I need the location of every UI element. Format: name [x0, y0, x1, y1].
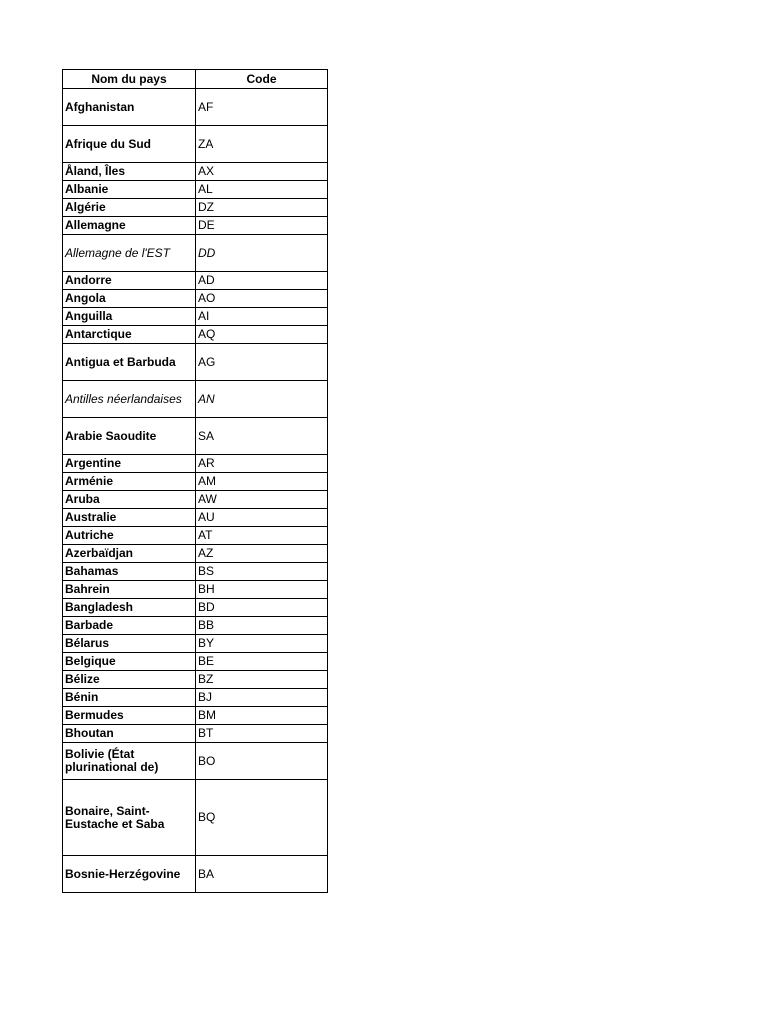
- table-row: [63, 89, 328, 126]
- table-header-row: [63, 70, 328, 89]
- country-code-cell: AU: [196, 509, 328, 527]
- country-name-cell: Bénin: [63, 689, 196, 707]
- country-code-cell: BS: [196, 563, 328, 581]
- country-code-cell: BM: [196, 707, 328, 725]
- country-name-cell: Antarctique: [63, 326, 196, 344]
- country-name-cell: Åland, Îles: [63, 163, 196, 181]
- country-code-cell: AG: [196, 344, 328, 381]
- table-row: [63, 725, 328, 743]
- country-code-cell: AQ: [196, 326, 328, 344]
- table-row: [63, 163, 328, 181]
- country-name-cell: Allemagne de l'EST: [63, 235, 196, 272]
- country-code-cell: BT: [196, 725, 328, 743]
- country-name-cell: Arménie: [63, 473, 196, 491]
- table-row: [63, 381, 328, 418]
- country-code-cell: DD: [196, 235, 328, 272]
- table-row: [63, 290, 328, 308]
- country-name-cell: Bosnie-Herzégovine: [63, 856, 196, 893]
- country-code-cell: AD: [196, 272, 328, 290]
- country-code-sheet: [62, 69, 328, 893]
- country-code-cell: AO: [196, 290, 328, 308]
- table-row: [63, 455, 328, 473]
- table-row: [63, 563, 328, 581]
- country-name-cell: Bolivie (État plurinational de): [63, 743, 196, 780]
- country-name-cell: Arabie Saoudite: [63, 418, 196, 455]
- country-code-cell: BQ: [196, 780, 328, 856]
- country-code-cell: AN: [196, 381, 328, 418]
- table-body: [63, 89, 328, 893]
- country-name-cell: Bélize: [63, 671, 196, 689]
- country-name-cell: Bermudes: [63, 707, 196, 725]
- table-row: [63, 217, 328, 235]
- country-code-cell: AI: [196, 308, 328, 326]
- country-code-cell: BB: [196, 617, 328, 635]
- country-name-cell: Bélarus: [63, 635, 196, 653]
- country-code-cell: BE: [196, 653, 328, 671]
- country-name-cell: Australie: [63, 509, 196, 527]
- country-code-cell: AF: [196, 89, 328, 126]
- country-name-cell: Bahrein: [63, 581, 196, 599]
- table-row: [63, 653, 328, 671]
- country-name-cell: Azerbaïdjan: [63, 545, 196, 563]
- table-row: [63, 181, 328, 199]
- country-name-cell: Argentine: [63, 455, 196, 473]
- country-name-cell: Aruba: [63, 491, 196, 509]
- table-row: [63, 235, 328, 272]
- table-row: [63, 707, 328, 725]
- table-row: [63, 581, 328, 599]
- table-row: [63, 780, 328, 856]
- country-code-cell: BZ: [196, 671, 328, 689]
- table-row: [63, 545, 328, 563]
- country-code-cell: DZ: [196, 199, 328, 217]
- table-row: [63, 509, 328, 527]
- table-row: [63, 308, 328, 326]
- country-code-cell: DE: [196, 217, 328, 235]
- country-code-cell: ZA: [196, 126, 328, 163]
- table-row: [63, 635, 328, 653]
- table-row: [63, 671, 328, 689]
- country-name-cell: Algérie: [63, 199, 196, 217]
- country-name-cell: Autriche: [63, 527, 196, 545]
- country-name-cell: Allemagne: [63, 217, 196, 235]
- country-name-cell: Antilles néerlandaises: [63, 381, 196, 418]
- country-name-cell: Afrique du Sud: [63, 126, 196, 163]
- country-name-cell: Barbade: [63, 617, 196, 635]
- table-row: [63, 599, 328, 617]
- country-code-cell: AX: [196, 163, 328, 181]
- country-code-cell: BO: [196, 743, 328, 780]
- country-code-cell: SA: [196, 418, 328, 455]
- country-name-cell: Albanie: [63, 181, 196, 199]
- table-row: [63, 199, 328, 217]
- table-row: [63, 743, 328, 780]
- table-row: [63, 689, 328, 707]
- country-code-table: [62, 69, 328, 893]
- table-row: [63, 527, 328, 545]
- country-name-cell: Bonaire, Saint-Eustache et Saba: [63, 780, 196, 856]
- country-code-cell: AZ: [196, 545, 328, 563]
- country-name-cell: Bhoutan: [63, 725, 196, 743]
- country-name-cell: Andorre: [63, 272, 196, 290]
- country-name-cell: Bahamas: [63, 563, 196, 581]
- table-row: [63, 272, 328, 290]
- table-row: [63, 326, 328, 344]
- country-code-cell: BY: [196, 635, 328, 653]
- country-code-cell: BH: [196, 581, 328, 599]
- country-code-cell: AT: [196, 527, 328, 545]
- country-code-cell: BJ: [196, 689, 328, 707]
- country-code-cell: BD: [196, 599, 328, 617]
- country-name-cell: Bangladesh: [63, 599, 196, 617]
- table-row: [63, 126, 328, 163]
- country-code-cell: AL: [196, 181, 328, 199]
- country-code-cell: AW: [196, 491, 328, 509]
- country-name-cell: Angola: [63, 290, 196, 308]
- table-row: [63, 473, 328, 491]
- table-row: [63, 418, 328, 455]
- table-row: [63, 856, 328, 893]
- country-code-cell: AR: [196, 455, 328, 473]
- table-row: [63, 617, 328, 635]
- country-code-cell: BA: [196, 856, 328, 893]
- country-name-cell: Antigua et Barbuda: [63, 344, 196, 381]
- table-row: [63, 344, 328, 381]
- country-name-cell: Afghanistan: [63, 89, 196, 126]
- country-name-cell: Anguilla: [63, 308, 196, 326]
- header-code: Code: [196, 70, 328, 89]
- country-name-cell: Belgique: [63, 653, 196, 671]
- country-code-cell: AM: [196, 473, 328, 491]
- table-row: [63, 491, 328, 509]
- header-country-name: Nom du pays: [63, 70, 196, 89]
